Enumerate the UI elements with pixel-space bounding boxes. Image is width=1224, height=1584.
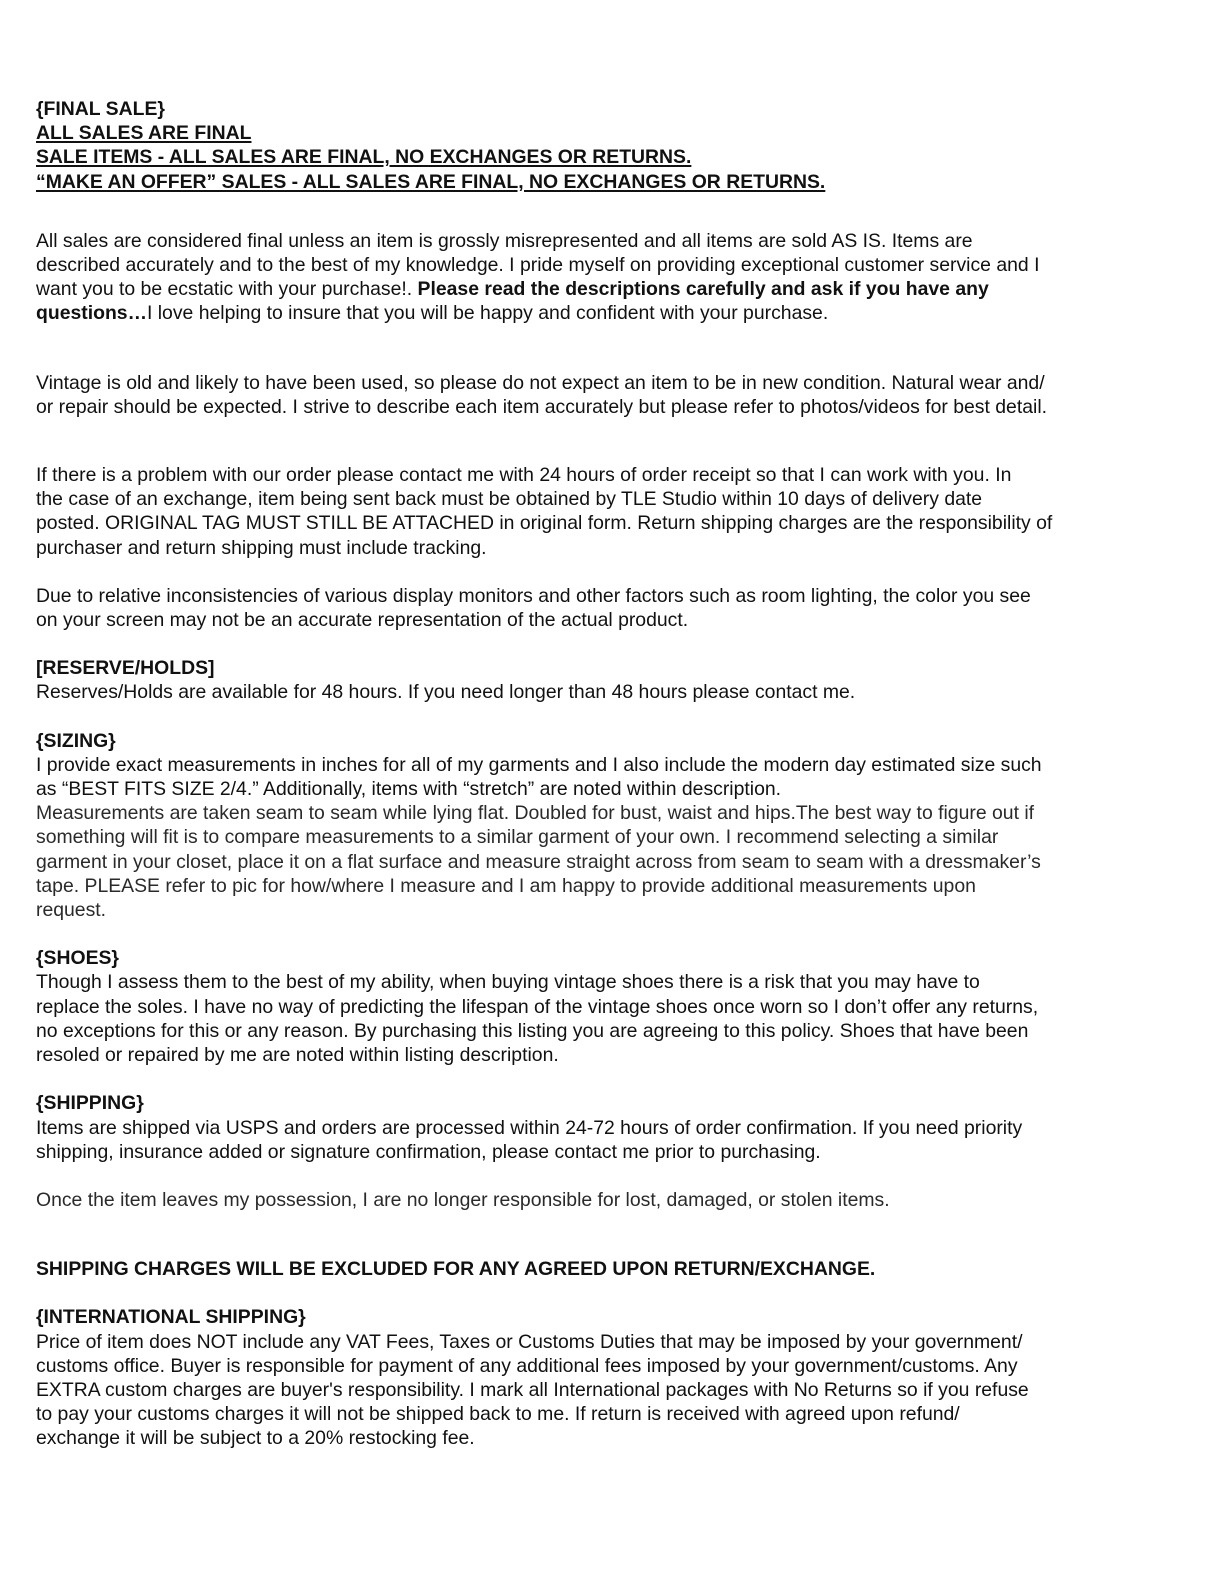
shipping-heading: {SHIPPING}	[36, 1092, 144, 1115]
international-line-5: exchange it will be subject to a 20% restocking fee.	[36, 1427, 475, 1450]
vintage-line-2: or repair should be expected. I strive to describe each item accurately but please refer to photos/videos for best detail.	[36, 395, 1048, 418]
final-sale-heading: {FINAL SALE}	[36, 98, 165, 120]
reserve-section	[36, 656, 1194, 704]
intro-line-4	[36, 301, 1194, 325]
shoes-line-3: no exceptions for this or any reason. By purchasing this listing you are agreeing to this policy. Shoes that have been	[36, 1019, 1029, 1042]
problem-line-1: If there is a problem with our order please contact me with 24 hours of order receipt so that I can work with you. In	[36, 464, 1012, 487]
intro-line-4-text: I love helping to insure that you will be happy and confident with your purchase.	[146, 302, 829, 325]
problem-paragraph	[36, 463, 1194, 560]
shoes-heading: {SHOES}	[36, 947, 119, 970]
reserve-line-1: Reserves/Holds are available for 48 hours. If you need longer than 48 hours please contact me.	[36, 681, 856, 704]
international-line-3: EXTRA custom charges are buyer's responsibility. I mark all International packages with No Returns so if you refuse	[36, 1378, 1029, 1401]
international-line-1: Price of item does NOT include any VAT Fees, Taxes or Customs Duties that may be imposed by your government/	[36, 1330, 1023, 1353]
international-heading: {INTERNATIONAL SHIPPING}	[36, 1306, 306, 1329]
sizing-heading: {SIZING}	[36, 729, 116, 752]
intro-line-3	[36, 277, 1194, 301]
monitors-paragraph	[36, 584, 1194, 632]
sizing-line-1: I provide exact measurements in inches for all of my garments and I also include the modern day estimated size such	[36, 753, 1042, 776]
intro-line-3-bold: Please read the descriptions carefully and ask if you have any	[417, 278, 989, 301]
shoes-line-4: resoled or repaired by me are noted within listing description.	[36, 1044, 559, 1067]
final-sale-line-3: “MAKE AN OFFER” SALES - ALL SALES ARE FINAL, NO EXCHANGES OR RETURNS.	[36, 170, 826, 193]
final-sale-line-2: SALE ITEMS - ALL SALES ARE FINAL, NO EXCHANGES OR RETURNS.	[36, 146, 692, 169]
shipping-charges-notice: SHIPPING CHARGES WILL BE EXCLUDED FOR ANY AGREED UPON RETURN/EXCHANGE.	[36, 1258, 876, 1281]
shipping-section	[36, 1091, 1194, 1281]
monitors-line-2: on your screen may not be an accurate representation of the actual product.	[36, 609, 689, 632]
shoes-section	[36, 946, 1194, 1067]
vintage-paragraph	[36, 371, 1194, 419]
problem-line-3: posted. ORIGINAL TAG MUST STILL BE ATTACHED in original form. Return shipping charges are the responsibility of	[36, 512, 1053, 535]
international-section	[36, 1305, 1194, 1450]
sizing-line-4: something will fit is to compare measurements to a similar garment of your own. I recommend selecting a similar	[36, 826, 999, 849]
sizing-line-3: Measurements are taken seam to seam while lying flat. Doubled for bust, waist and hips.The best way to figure out if	[36, 802, 1035, 825]
sizing-line-6: tape. PLEASE refer to pic for how/where I measure and I am happy to provide additional measurements upon	[36, 874, 976, 897]
shipping-line-2: shipping, insurance added or signature confirmation, please contact me prior to purchasing.	[36, 1140, 821, 1163]
final-sale-line-1: ALL SALES ARE FINAL	[36, 122, 252, 145]
shoes-line-2: replace the soles. I have no way of predicting the lifespan of the vintage shoes once worn so I don’t offer any returns,	[36, 995, 1039, 1018]
intro-line-3-text: want you to be ecstatic with your purchase!.	[36, 278, 418, 301]
intro-paragraph	[36, 229, 1194, 326]
monitors-line-1: Due to relative inconsistencies of various display monitors and other factors such as room lighting, the color you see	[36, 584, 1031, 607]
shipping-line-1: Items are shipped via USPS and orders are processed within 24-72 hours of order confirmation. If you need priority	[36, 1116, 1023, 1139]
intro-line-4-bold: questions…	[36, 302, 147, 325]
reserve-heading: [RESERVE/HOLDS]	[36, 657, 215, 680]
intro-line-2: described accurately and to the best of my knowledge. I pride myself on providing exceptional customer service and I	[36, 254, 1040, 277]
problem-line-4: purchaser and return shipping must include tracking.	[36, 536, 487, 559]
vintage-line-1: Vintage is old and likely to have been used, so please do not expect an item to be in new condition. Natural wear and/	[36, 371, 1045, 394]
shipping-line-3: Once the item leaves my possession, I are no longer responsible for lost, damaged, or stolen items.	[36, 1188, 890, 1211]
sizing-line-5: garment in your closet, place it on a flat surface and measure straight across from seam to seam with a dressmaker’s	[36, 850, 1041, 873]
international-line-2: customs office. Buyer is responsible for payment of any additional fees imposed by your government/customs. Any	[36, 1354, 1018, 1377]
final-sale-section	[36, 97, 1194, 194]
international-line-4: to pay your customs charges it will not be shipped back to me. If return is received with agreed upon refund/	[36, 1403, 960, 1426]
sizing-line-7: request.	[36, 899, 107, 922]
sizing-section	[36, 729, 1194, 923]
shoes-line-1: Though I assess them to the best of my ability, when buying vintage shoes there is a risk that you may have to	[36, 971, 980, 994]
intro-line-1: All sales are considered final unless an item is grossly misrepresented and all items are sold AS IS. Items are	[36, 229, 973, 252]
problem-line-2: the case of an exchange, item being sent back must be obtained by TLE Studio within 10 days of delivery date	[36, 488, 983, 511]
sizing-line-2: as “BEST FITS SIZE 2/4.” Additionally, items with “stretch” are noted within description.	[36, 778, 782, 801]
